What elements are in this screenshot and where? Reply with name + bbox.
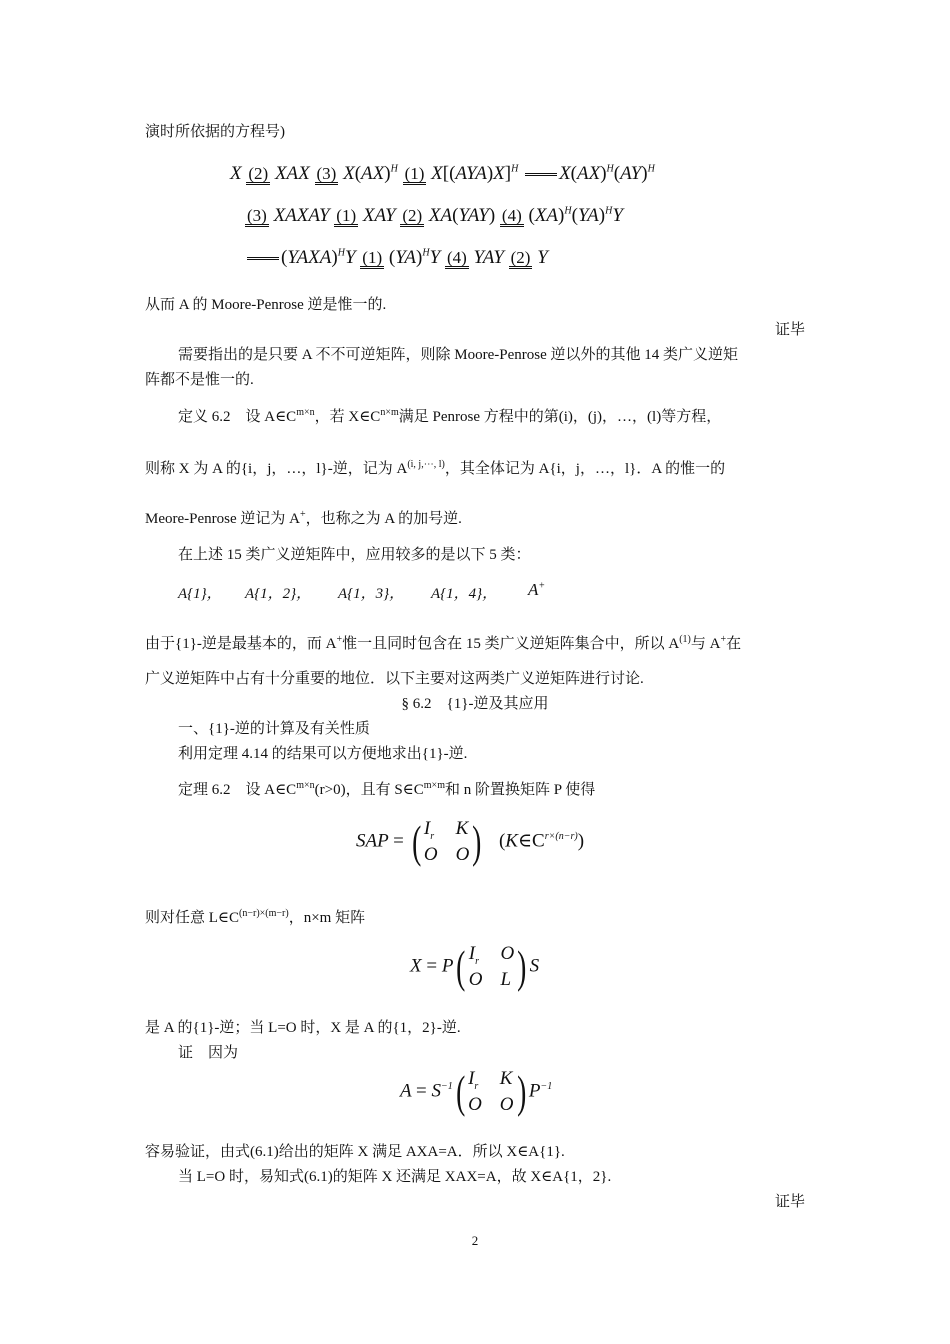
sup: (i, j,⋯, l) bbox=[407, 459, 445, 470]
text: 由于{1}-逆是最基本的，而 A bbox=[145, 636, 337, 652]
text: 与 A bbox=[690, 636, 721, 652]
section-title: § 6.2 {1}-逆及其应用 bbox=[401, 696, 549, 712]
theorem-line bbox=[178, 778, 595, 799]
eq-label: (4) bbox=[446, 248, 467, 267]
sup: H bbox=[511, 163, 519, 175]
matrix: ( $I_r$ K O O ) bbox=[411, 816, 482, 867]
text: (r>0)，且有 S∈C bbox=[314, 782, 424, 798]
subsection-title: 一、{1}-逆的计算及有关性质 bbox=[178, 721, 370, 737]
text: A bbox=[528, 580, 539, 599]
sup: −1 bbox=[440, 1081, 453, 1093]
sup: H bbox=[605, 205, 613, 217]
double-equals bbox=[247, 257, 279, 260]
text-line: 容易验证，由式(6.1)给出的矩阵 X 满足 AXA=A．所以 X∈A{1}. bbox=[145, 1144, 565, 1160]
matrix: ( $I_r$ K O O ) bbox=[455, 1066, 526, 1117]
text: ，也称之为 A 的加号逆. bbox=[305, 511, 462, 527]
definition-line-1 bbox=[178, 405, 721, 426]
eq-label: (1) bbox=[362, 248, 383, 267]
text-line: 在上述 15 类广义逆矩阵中，应用较多的是以下 5 类： bbox=[178, 547, 531, 563]
equation-sap: SAP = ( $I_r$ K O O ) $(K\in C^{r\times(n-r)})$ bbox=[356, 816, 585, 867]
sup: + bbox=[299, 509, 306, 520]
class-item: A{1}， bbox=[178, 586, 222, 602]
double-equals bbox=[525, 173, 557, 176]
matrix: ( $I_r$ O O L ) bbox=[456, 941, 527, 992]
proof-start: 证 因为 bbox=[178, 1045, 239, 1061]
text-line: 演时所依据的方程号) bbox=[145, 124, 285, 140]
equation-line-3: (YAXA)$^H$Y (1) (YA)$^H$Y (4) YAY (2) Y bbox=[245, 247, 548, 269]
equation-a: $A = S^{-1}$ ( $I_r$ K O O ) $P^{-1}$ bbox=[400, 1066, 553, 1117]
equation-line-2: (3) XAXAY (1) XAY (2) XA(YAY) (4) (XA)$^H$(YA)$^H$Y bbox=[247, 205, 623, 226]
sup: m×m bbox=[423, 780, 445, 791]
text-line: 阵都不是惟一的. bbox=[145, 372, 254, 388]
text: 惟一且同时包含在 15 类广义逆矩阵集合中，所以 A bbox=[342, 636, 680, 652]
text: 则称 X 为 A 的{i，j，…，l}-逆，记为 A bbox=[145, 461, 408, 477]
text: 满足 Penrose 方程中的第(i)，(j)，…，(l)等方程， bbox=[398, 409, 722, 425]
text: 和 n 阶置换矩阵 P 使得 bbox=[444, 782, 596, 798]
text-line: 需要指出的是只要 A 不不可逆矩阵，则除 Moore-Penrose 逆以外的其他 14 类广义逆矩 bbox=[178, 347, 738, 363]
text: 则对任意 L∈C bbox=[145, 910, 240, 926]
sup: H bbox=[647, 163, 655, 175]
eq-label: (3) bbox=[247, 206, 267, 225]
sup: + bbox=[538, 580, 546, 592]
sup: −1 bbox=[540, 1081, 553, 1093]
definition-line-2 bbox=[145, 457, 725, 478]
eq-label: (3) bbox=[316, 164, 337, 183]
sup: (n−r)×(m−r) bbox=[239, 908, 289, 919]
eq-label: (2) bbox=[248, 164, 269, 183]
eq-label: (1) bbox=[336, 206, 357, 225]
text-line bbox=[145, 906, 365, 927]
qed: 证毕 bbox=[774, 1194, 805, 1210]
sup: + bbox=[336, 634, 343, 645]
text-line: 是 A 的{1}-逆；当 L=O 时，X 是 A 的{1，2}-逆. bbox=[145, 1020, 461, 1036]
sup: (1) bbox=[679, 634, 691, 645]
text: 在 bbox=[726, 636, 742, 652]
text: Meore-Penrose 逆记为 A bbox=[145, 511, 300, 527]
text-line: 利用定理 4.14 的结果可以方便地求出{1}-逆. bbox=[178, 746, 468, 762]
sup: m×n bbox=[296, 780, 315, 791]
eq-label: (4) bbox=[501, 206, 522, 225]
sup: r×(n−r) bbox=[544, 831, 578, 843]
text: 定义 6.2 设 A∈C bbox=[178, 409, 297, 425]
sup: H bbox=[390, 163, 398, 175]
eq-label: (2) bbox=[402, 206, 423, 225]
sup: m×n bbox=[296, 407, 315, 418]
equation-x: X = P ( $I_r$ O O L ) S bbox=[410, 941, 540, 992]
eq-label: (2) bbox=[510, 248, 531, 267]
class-item: A{1，4}， bbox=[431, 586, 498, 602]
definition-line-3 bbox=[145, 507, 462, 528]
page-number: 2 bbox=[471, 1233, 479, 1248]
text: 定理 6.2 设 A∈C bbox=[178, 782, 297, 798]
text-line bbox=[145, 632, 741, 653]
class-item: A{1，3}， bbox=[338, 586, 405, 602]
equation-line-1: X (2) XAX (3) X(AX)$^H$ (1) $X[(AYA)X]^H$ X(AX)$^H$(AY)$^H$ bbox=[230, 163, 655, 184]
sup: H bbox=[606, 163, 614, 175]
eq-label: (1) bbox=[404, 164, 425, 183]
text: ，其全体记为 A{i，j，…，l}．A 的惟一的 bbox=[444, 461, 726, 477]
text: ，n×m 矩阵 bbox=[288, 910, 366, 926]
sup: H bbox=[337, 247, 345, 259]
sup: H bbox=[422, 247, 430, 259]
text-line: 当 L=O 时，易知式(6.1)的矩阵 X 还满足 XAX=A，故 X∈A{1，2}. bbox=[178, 1169, 612, 1185]
class-item: A{1，2}， bbox=[245, 586, 312, 602]
text-line: 广义逆矩阵中占有十分重要的地位．以下主要对这两类广义逆矩阵进行讨论. bbox=[145, 671, 644, 687]
text: ，若 X∈C bbox=[314, 409, 381, 425]
sup: n×m bbox=[380, 407, 399, 418]
sup: + bbox=[720, 634, 727, 645]
sup: H bbox=[564, 205, 572, 217]
text-line: 从而 A 的 Moore-Penrose 逆是惟一的. bbox=[145, 297, 387, 313]
class-item bbox=[528, 580, 545, 600]
qed: 证毕 bbox=[774, 322, 805, 338]
